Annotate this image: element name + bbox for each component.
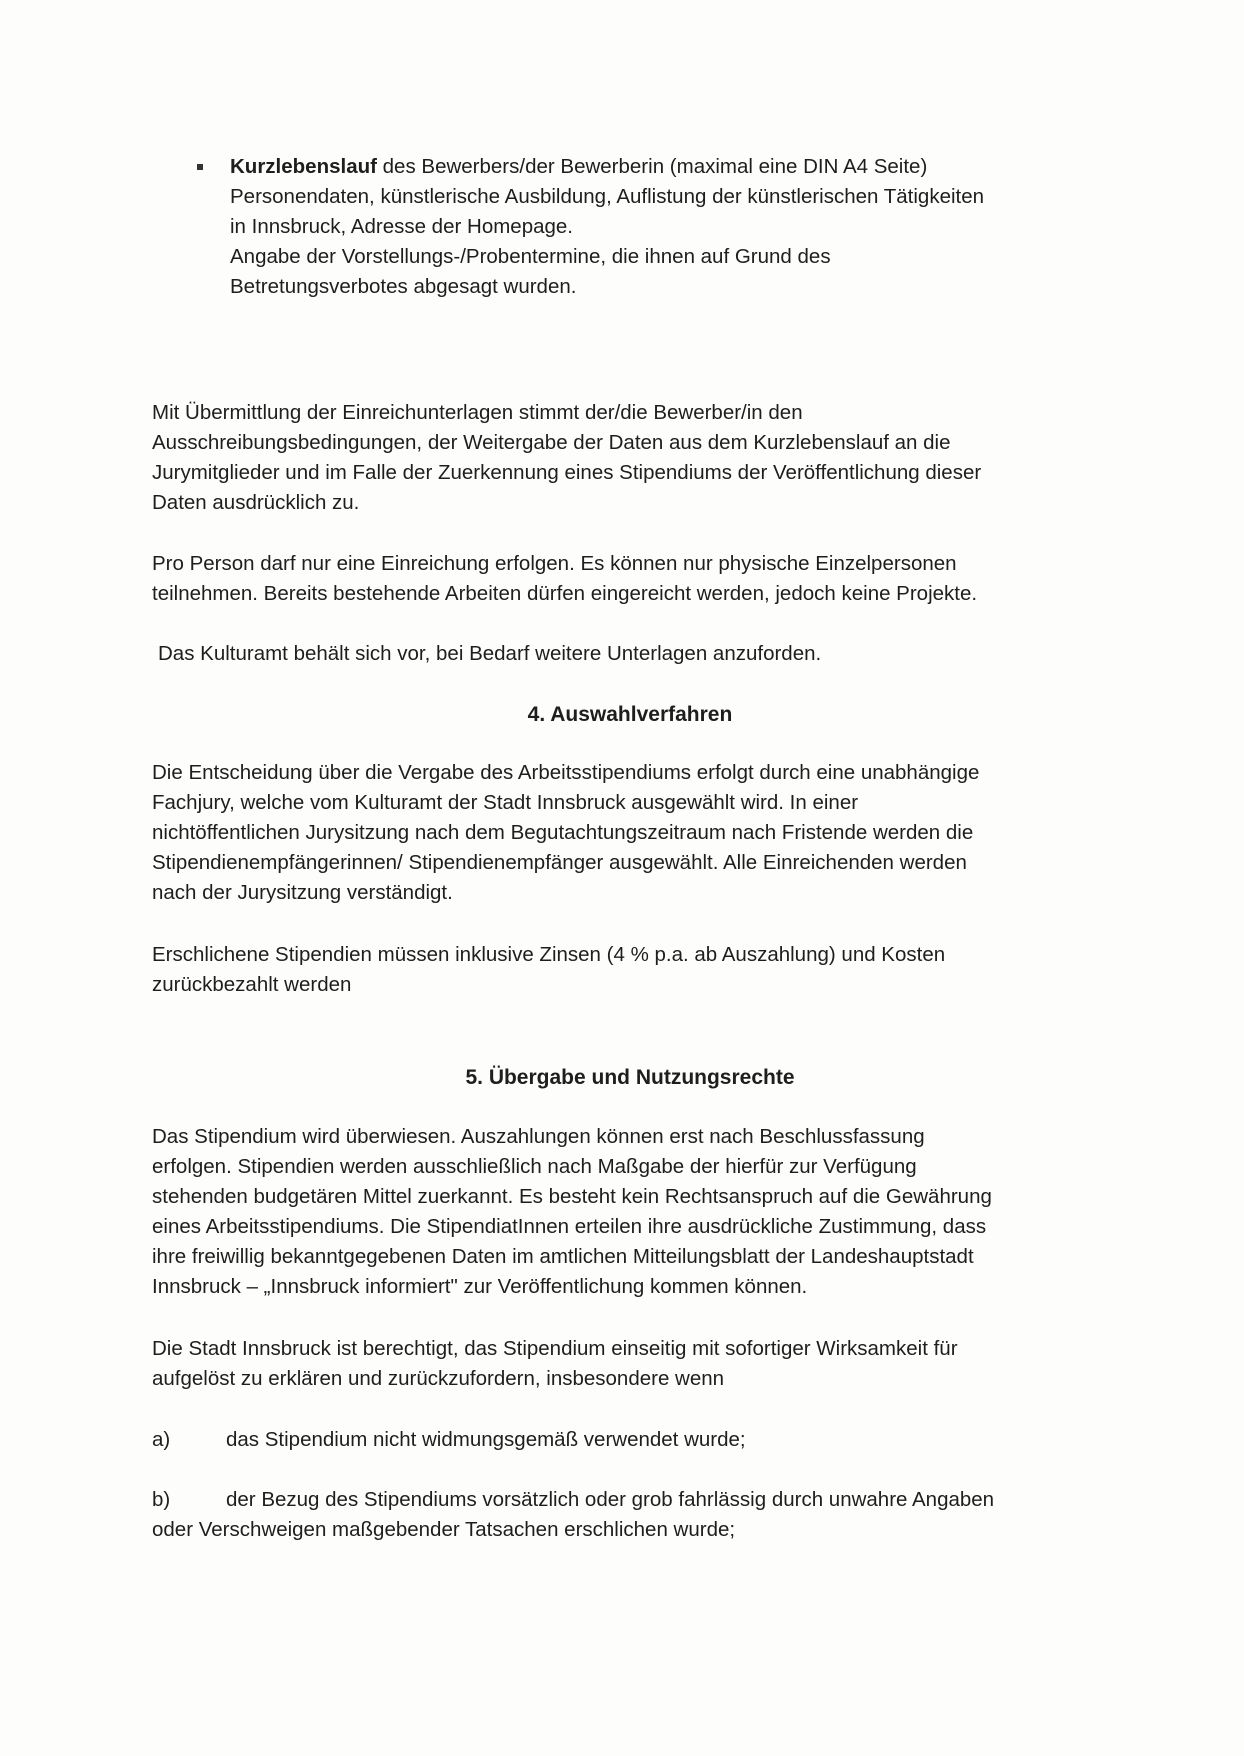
paragraph-line: Stipendienempfängerinnen/ Stipendienempfänger ausgewählt. Alle Einreichenden werden <box>152 851 967 874</box>
paragraph-line: stehenden budgetären Mittel zuerkannt. Es besteht kein Rechtsanspruch auf die Gewährung <box>152 1185 992 1208</box>
bullet-icon <box>197 164 203 170</box>
paragraph-line: erfolgen. Stipendien werden ausschließlich nach Maßgabe der hierfür zur Verfügung <box>152 1155 917 1178</box>
bullet-line-1-rest: des Bewerbers/der Bewerberin (maximal eine DIN A4 Seite) <box>376 155 928 178</box>
paragraph-line: Jurymitglieder und im Falle der Zuerkennung eines Stipendiums der Veröffentlichung dieser <box>152 461 982 484</box>
paragraph-line: Daten ausdrücklich zu. <box>152 491 360 514</box>
paragraph-line: Die Entscheidung über die Vergabe des Arbeitsstipendiums erfolgt durch eine unabhängige <box>152 761 980 784</box>
paragraph-line: aufgelöst zu erklären und zurückzufordern, insbesondere wenn <box>152 1367 725 1390</box>
paragraph-kulturamt <box>158 639 1098 669</box>
bullet-line-4: Angabe der Vorstellungs-/Probentermine, die ihnen auf Grund des <box>230 245 831 268</box>
paragraph-line: Mit Übermittlung der Einreichunterlagen stimmt der/die Bewerber/in den <box>152 401 803 424</box>
paragraph-line: Innsbruck – „Innsbruck informiert" zur Veröffentlichung kommen können. <box>152 1275 808 1298</box>
paragraph-line: Das Stipendium wird überwiesen. Auszahlungen können erst nach Beschlussfassung <box>152 1125 925 1148</box>
paragraph-consent <box>152 398 1092 518</box>
paragraph-line: nichtöffentlichen Jurysitzung nach dem Begutachtungszeitraum nach Fristende werden die <box>152 821 974 844</box>
paragraph-line: eines Arbeitsstipendiums. Die StipendiatInnen erteilen ihre ausdrückliche Zustimmung, dass <box>152 1215 987 1238</box>
paragraph-line: Fachjury, welche vom Kulturamt der Stadt Innsbruck ausgewählt wird. In einer <box>152 791 859 814</box>
paragraph-line: Das Kulturamt behält sich vor, bei Bedarf weitere Unterlagen anzuforden. <box>158 642 822 665</box>
bullet-lead-bold: Kurzlebenslauf <box>230 155 377 178</box>
paragraph-line: Pro Person darf nur eine Einreichung erfolgen. Es können nur physische Einzelpersonen <box>152 552 957 575</box>
bullet-line-2: Personendaten, künstlerische Ausbildung, Auflistung der künstlerischen Tätigkeiten <box>230 185 985 208</box>
bullet-line-3: in Innsbruck, Adresse der Homepage. <box>230 215 573 238</box>
bullet-line-1 <box>230 152 1110 182</box>
paragraph-repayment <box>152 940 1092 1000</box>
section-heading-5: 5. Übergabe und Nutzungsrechte <box>465 1066 795 1089</box>
paragraph-line: nach der Jurysitzung verständigt. <box>152 881 453 904</box>
bullet-line-5: Betretungsverbotes abgesagt wurden. <box>230 275 577 298</box>
paragraph-decision <box>152 758 1092 908</box>
paragraph-line: Die Stadt Innsbruck ist berechtigt, das Stipendium einseitig mit sofortiger Wirksamkeit für <box>152 1337 958 1360</box>
paragraph-line: ihre freiwillig bekanntgegebenen Daten im amtlichen Mitteilungsblatt der Landeshauptstadt <box>152 1245 974 1268</box>
paragraph-transfer <box>152 1122 1092 1302</box>
paragraph-line: Erschlichene Stipendien müssen inklusive Zinsen (4 % p.a. ab Auszahlung) und Kosten <box>152 943 946 966</box>
list-item-label: a) <box>152 1428 171 1451</box>
list-item-text <box>226 1485 1096 1515</box>
paragraph-revocation <box>152 1334 1092 1394</box>
bullet-item-cv <box>230 152 1110 302</box>
paragraph-line: zurückbezahlt werden <box>152 973 352 996</box>
paragraph-line: teilnehmen. Bereits bestehende Arbeiten dürfen eingereicht werden, jedoch keine Projekte. <box>152 582 978 605</box>
list-item-text <box>226 1425 1096 1455</box>
paragraph-per-person <box>152 549 1092 609</box>
paragraph-line: Ausschreibungsbedingungen, der Weitergabe der Daten aus dem Kurzlebenslauf an die <box>152 431 951 454</box>
list-item-label: b) <box>152 1488 171 1511</box>
section-heading-4: 4. Auswahlverfahren <box>527 703 733 726</box>
list-item-line: das Stipendium nicht widmungsgemäß verwendet wurde; <box>226 1428 746 1451</box>
list-item-line: oder Verschweigen maßgebender Tatsachen erschlichen wurde; <box>152 1518 736 1541</box>
list-item-continuation <box>152 1515 1092 1545</box>
list-item-line: der Bezug des Stipendiums vorsätzlich oder grob fahrlässig durch unwahre Angaben <box>226 1488 995 1511</box>
